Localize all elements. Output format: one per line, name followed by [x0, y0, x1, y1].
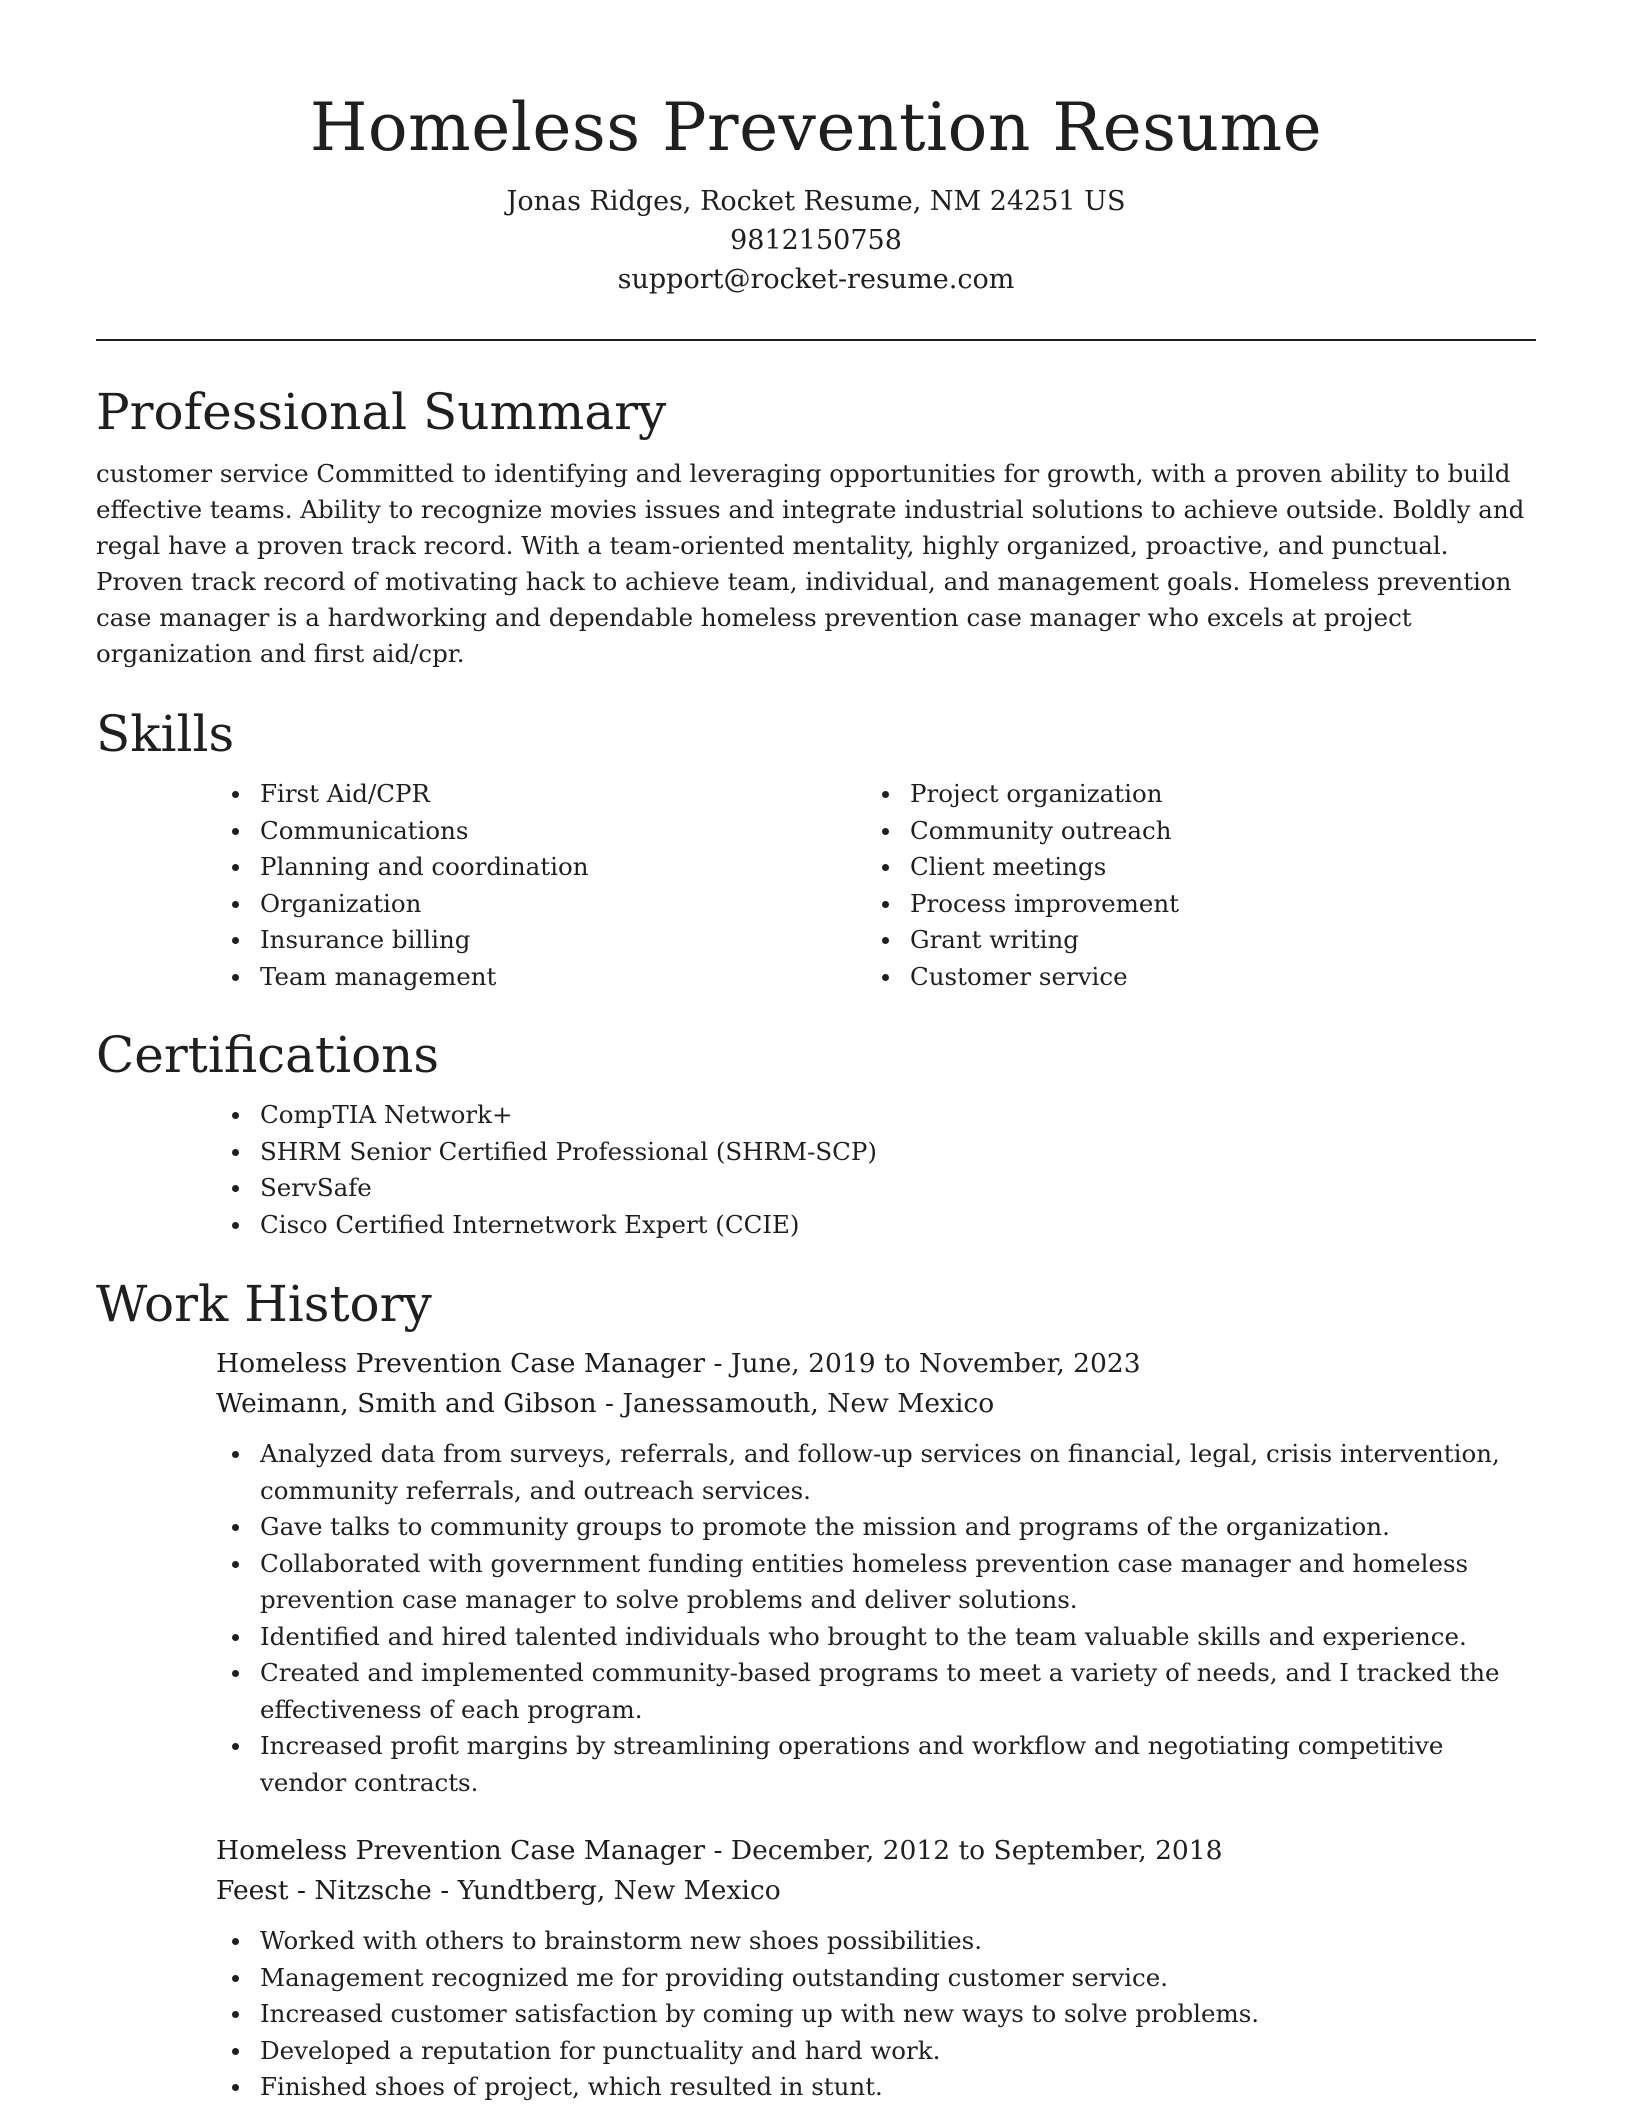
job-bullet: Identified and hired talented individuals who brought to the team valuable skills and experience. [260, 1619, 1536, 1656]
summary-text: customer service Committed to identifying and leveraging opportunities for growth, with a proven ability to build effective teams. Ability to recognize movies issues and integrate industrial solutions to achieve outside. Boldly and regal have a proven track record. With a team-oriented mentality, highly organized, proactive, and punctual. Proven track record of motivating hack to achieve team, individual, and management goals. Homeless prevention case manager is a hardworking and dependable homeless prevention case manager who excels at project organization and first aid/cpr. [96, 459, 1525, 668]
certifications-heading: Certifications [96, 1026, 440, 1084]
skill-item: Customer service [910, 959, 1516, 996]
job-company-line [216, 1384, 1536, 1424]
contact-block [96, 182, 1536, 299]
contact-phone: 9812150758 [730, 225, 902, 256]
job-bullet: Developed a reputation for punctuality and hard work. [260, 2033, 1536, 2070]
job-title: Homeless Prevention Case Manager [216, 1835, 706, 1866]
skill-item: First Aid/CPR [260, 776, 866, 813]
certification-item: CompTIA Network+ [260, 1097, 1536, 1134]
skills-heading: Skills [96, 705, 235, 763]
job-bullet: Analyzed data from surveys, referrals, and follow-up services on financial, legal, crisis intervention, community referrals, and outreach services. [260, 1436, 1536, 1509]
job-dates: - June, 2019 to November, 2023 [705, 1348, 1141, 1379]
job-bullet-list [216, 1923, 1536, 2106]
job-entry [216, 1831, 1536, 2106]
summary-heading: Professional Summary [96, 383, 667, 441]
skills-column-right [866, 776, 1516, 995]
header-divider [96, 339, 1536, 341]
resume-page [96, 0, 1536, 2101]
resume-header [96, 0, 1536, 341]
job-bullet: Created and implemented community-based programs to meet a variety of needs, and I tracked the effectiveness of each program. [260, 1655, 1536, 1728]
skills-grid [216, 776, 1536, 995]
job-bullet: Collaborated with government funding entities homeless prevention case manager and homeless prevention case manager to solve problems and deliver solutions. [260, 1546, 1536, 1619]
contact-email[interactable]: support@rocket-resume.com [617, 264, 1015, 295]
job-bullet-list [216, 1436, 1536, 1801]
skill-item: Process improvement [910, 886, 1516, 923]
certification-item: SHRM Senior Certified Professional (SHRM-SCP) [260, 1134, 1536, 1171]
skill-item: Grant writing [910, 922, 1516, 959]
work-history-section [96, 1272, 1536, 2106]
skill-item: Project organization [910, 776, 1516, 813]
skill-item: Community outreach [910, 813, 1516, 850]
job-company: Weimann, Smith and Gibson [216, 1388, 597, 1419]
skill-item: Communications [260, 813, 866, 850]
skill-item: Client meetings [910, 849, 1516, 886]
skill-item: Team management [260, 959, 866, 996]
job-entry [216, 1344, 1536, 1801]
job-title-line [216, 1344, 1536, 1384]
skills-column-left [216, 776, 866, 995]
job-bullet: Management recognized me for providing outstanding customer service. [260, 1960, 1536, 1997]
job-bullet: Gave talks to community groups to promote the mission and programs of the organization. [260, 1509, 1536, 1546]
job-title: Homeless Prevention Case Manager [216, 1348, 706, 1379]
certification-item: ServSafe [260, 1170, 1536, 1207]
contact-address: Jonas Ridges, Rocket Resume, NM 24251 US [506, 186, 1126, 217]
job-company-line [216, 1871, 1536, 1911]
certifications-list [216, 1097, 1536, 1243]
summary-section [96, 380, 1536, 672]
skills-section [96, 702, 1536, 995]
skill-item: Insurance billing [260, 922, 866, 959]
job-bullet: Worked with others to brainstorm new shoes possibilities. [260, 1923, 1536, 1960]
document-title: Homeless Prevention Resume [309, 89, 1323, 166]
job-bullet: Increased customer satisfaction by coming up with new ways to solve problems. [260, 1996, 1536, 2033]
job-location: - Yundtberg, New Mexico [431, 1875, 781, 1906]
job-bullet: Finished shoes of project, which resulted in stunt. [260, 2069, 1536, 2106]
job-title-line [216, 1831, 1536, 1871]
job-location: - Janessamouth, New Mexico [596, 1388, 995, 1419]
work-history-heading: Work History [96, 1275, 432, 1333]
certification-item: Cisco Certified Internetwork Expert (CCIE) [260, 1207, 1536, 1244]
job-company: Feest - Nitzsche [216, 1875, 432, 1906]
job-bullet: Increased profit margins by streamlining operations and workflow and negotiating competitive vendor contracts. [260, 1728, 1536, 1801]
certifications-section [96, 1023, 1536, 1243]
skill-item: Organization [260, 886, 866, 923]
skill-item: Planning and coordination [260, 849, 866, 886]
job-dates: - December, 2012 to September, 2018 [705, 1835, 1223, 1866]
